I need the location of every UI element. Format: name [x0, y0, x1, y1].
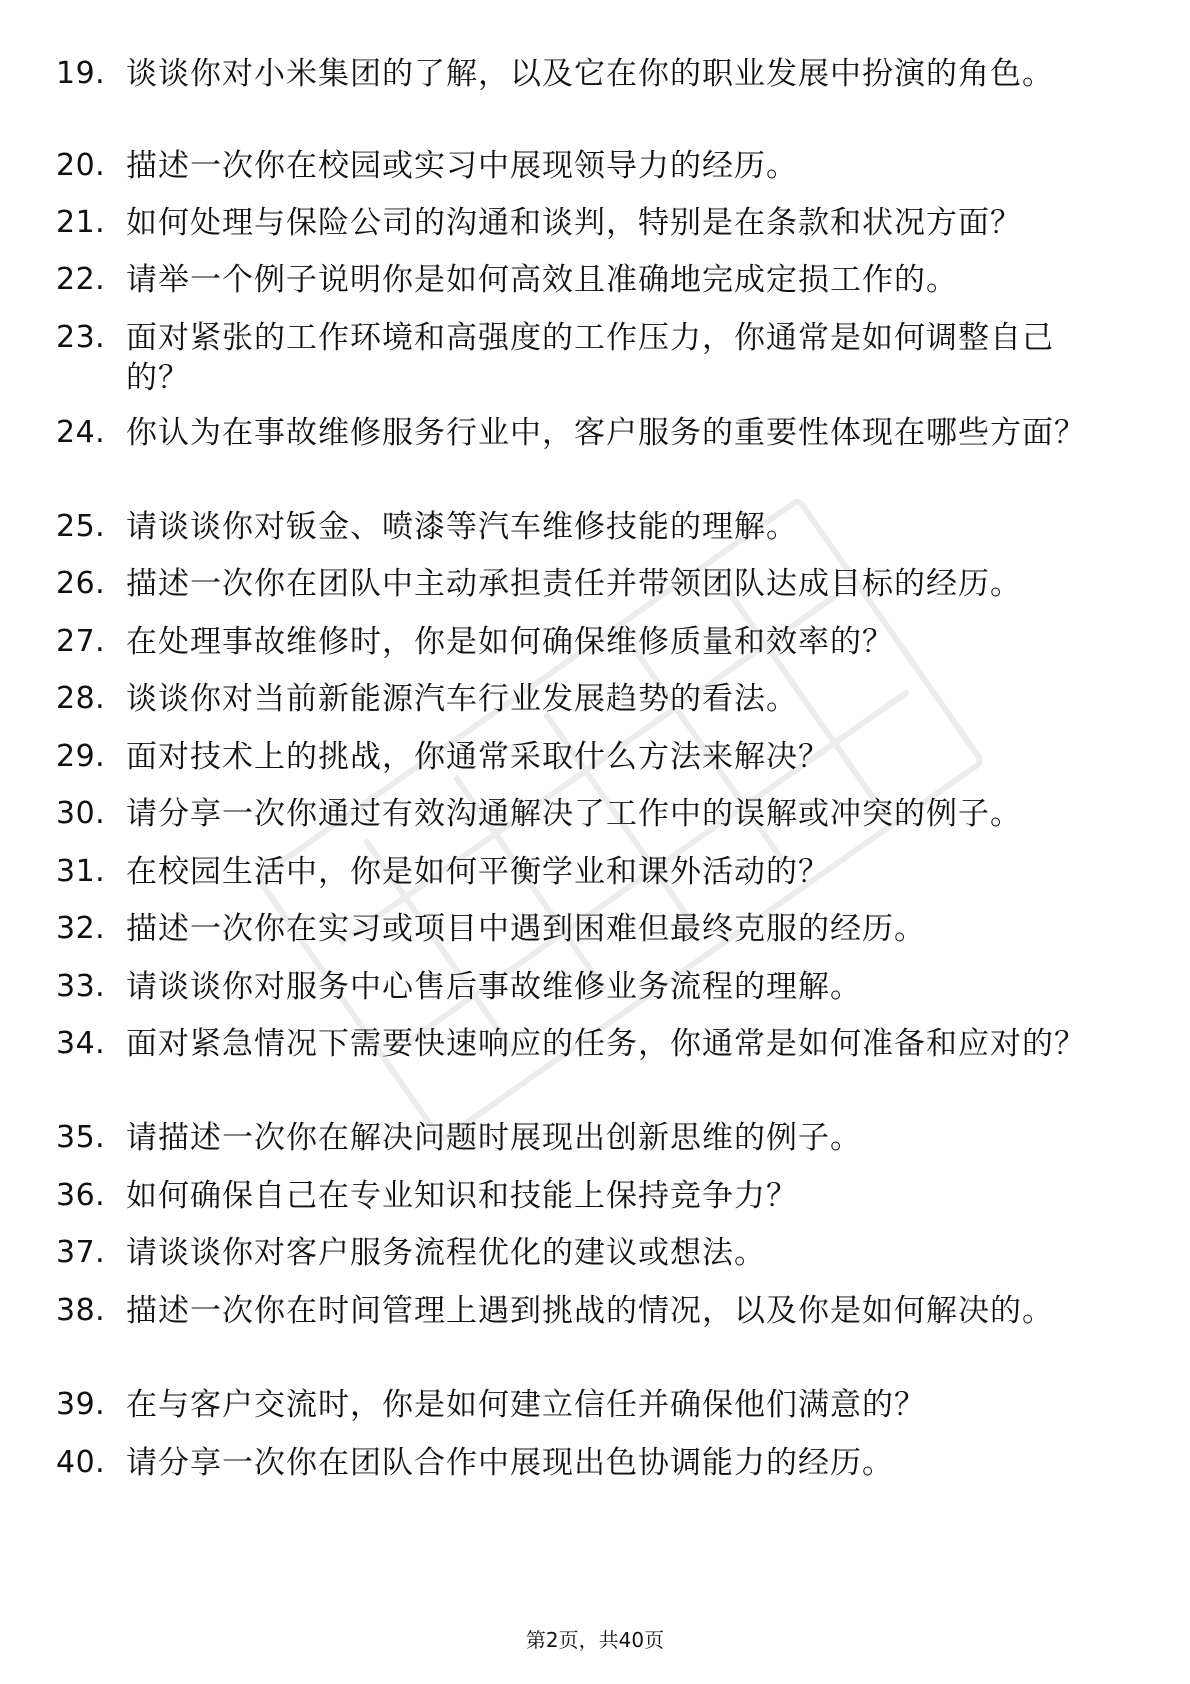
- question-text: 你认为在事故维修服务行业中，客户服务的重要性体现在哪些方面？: [126, 415, 1086, 451]
- question-text: 在校园生活中，你是如何平衡学业和课外活动的？: [126, 854, 830, 890]
- question-number: 28.: [56, 681, 106, 716]
- question-text: 描述一次你在团队中主动承担责任并带领团队达成目标的经历。: [126, 566, 1022, 602]
- question-text: 请分享一次你通过有效沟通解决了工作中的误解或冲突的例子。: [126, 796, 1022, 832]
- question-text: 请谈谈你对客户服务流程优化的建议或想法。: [126, 1235, 766, 1271]
- question-number: 21.: [56, 205, 106, 240]
- question-text: 请谈谈你对服务中心售后事故维修业务流程的理解。: [126, 969, 862, 1005]
- question-text: 请谈谈你对钣金、喷漆等汽车维修技能的理解。: [126, 509, 798, 545]
- question-number: 22.: [56, 262, 106, 297]
- question-text: 描述一次你在时间管理上遇到挑战的情况，以及你是如何解决的。: [126, 1293, 1054, 1329]
- question-text: 请描述一次你在解决问题时展现出创新思维的例子。: [126, 1120, 862, 1156]
- question-number: 35.: [56, 1120, 106, 1155]
- page-footer: 第2页，共40页: [525, 1628, 665, 1652]
- question-number: 32.: [56, 911, 106, 946]
- question-text: 如何处理与保险公司的沟通和谈判，特别是在条款和状况方面？: [126, 205, 1022, 241]
- question-text: 谈谈你对当前新能源汽车行业发展趋势的看法。: [126, 681, 798, 717]
- question-number: 26.: [56, 566, 106, 601]
- question-number: 37.: [56, 1235, 106, 1270]
- question-number: 38.: [56, 1293, 106, 1328]
- question-text: 面对技术上的挑战，你通常采取什么方法来解决？: [126, 739, 830, 775]
- question-number: 33.: [56, 969, 106, 1004]
- question-number: 34.: [56, 1026, 106, 1061]
- question-text: 请举一个例子说明你是如何高效且准确地完成定损工作的。: [126, 262, 958, 298]
- question-number: 25.: [56, 509, 106, 544]
- question-text: 面对紧急情况下需要快速响应的任务，你通常是如何准备和应对的？: [126, 1026, 1086, 1062]
- question-text: 如何确保自己在专业知识和技能上保持竞争力？: [126, 1178, 798, 1214]
- question-number: 29.: [56, 739, 106, 774]
- question-text: 在与客户交流时，你是如何建立信任并确保他们满意的？: [126, 1387, 926, 1423]
- question-text: 面对紧张的工作环境和高强度的工作压力，你通常是如何调整自己的？: [126, 320, 1054, 396]
- question-text: 描述一次你在校园或实习中展现领导力的经历。: [126, 148, 798, 184]
- question-text: 描述一次你在实习或项目中遇到困难但最终克服的经历。: [126, 911, 926, 947]
- question-number: 23.: [56, 320, 106, 355]
- question-number: 24.: [56, 415, 106, 450]
- question-text: 谈谈你对小米集团的了解，以及它在你的职业发展中扮演的角色。: [126, 56, 1054, 92]
- question-number: 20.: [56, 148, 106, 183]
- question-number: 40.: [56, 1445, 106, 1480]
- question-number: 30.: [56, 796, 106, 831]
- question-number: 19.: [56, 56, 106, 91]
- question-number: 31.: [56, 854, 106, 889]
- question-number: 39.: [56, 1387, 106, 1422]
- question-text: 请分享一次你在团队合作中展现出色协调能力的经历。: [126, 1445, 894, 1481]
- question-number: 27.: [56, 624, 106, 659]
- question-number: 36.: [56, 1178, 106, 1213]
- question-text: 在处理事故维修时，你是如何确保维修质量和效率的？: [126, 624, 894, 660]
